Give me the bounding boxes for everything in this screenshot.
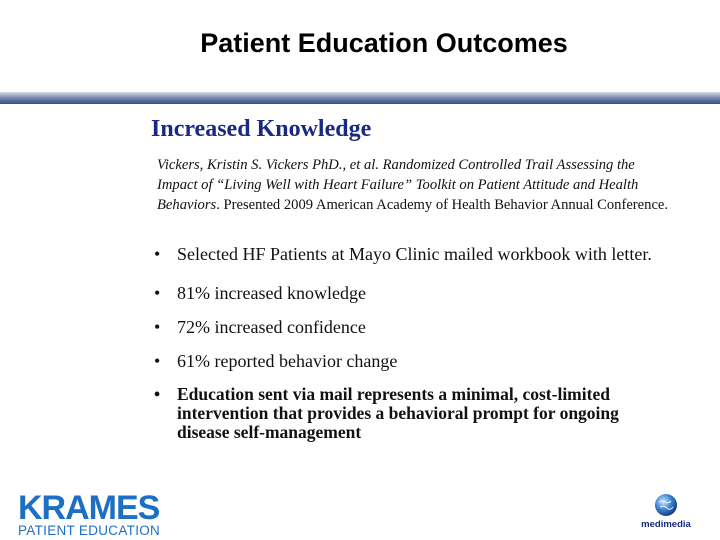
title-divider-bar bbox=[0, 92, 720, 104]
medimedia-logo-word: medimedia bbox=[641, 519, 691, 530]
bullet-item: • 72% increased confidence bbox=[147, 317, 667, 337]
medimedia-logo bbox=[636, 492, 696, 530]
krames-logo-tagline: PATIENT EDUCATION bbox=[18, 523, 161, 538]
krames-logo bbox=[18, 489, 161, 539]
krames-logo-word: KRAMES bbox=[18, 489, 160, 527]
bullet-item: • Selected HF Patients at Mayo Clinic mailed workbook with letter. bbox=[147, 244, 667, 264]
citation-authors-title: Vickers, Kristin S. Vickers PhD., et al. Randomized Controlled Trail Assessing the Impact of “Living Well with Heart Failure” Toolkit on Patient Attitude and Health Behaviors bbox=[157, 157, 639, 213]
globe-icon bbox=[653, 492, 679, 518]
slide-subtitle: Increased Knowledge bbox=[151, 116, 372, 142]
citation bbox=[157, 155, 677, 215]
citation-venue: . Presented 2009 American Academy of Health Behavior Annual Conference. bbox=[216, 197, 669, 213]
bullet-item: • 61% reported behavior change bbox=[147, 351, 667, 371]
bullet-item: • Education sent via mail represents a minimal, cost-limited intervention that provides a behavioral prompt for ongoing disease self-management bbox=[147, 385, 667, 442]
bullet-item: • 81% increased knowledge bbox=[147, 283, 667, 303]
bullet-list bbox=[147, 244, 667, 442]
slide-title: Patient Education Outcomes bbox=[200, 28, 568, 58]
